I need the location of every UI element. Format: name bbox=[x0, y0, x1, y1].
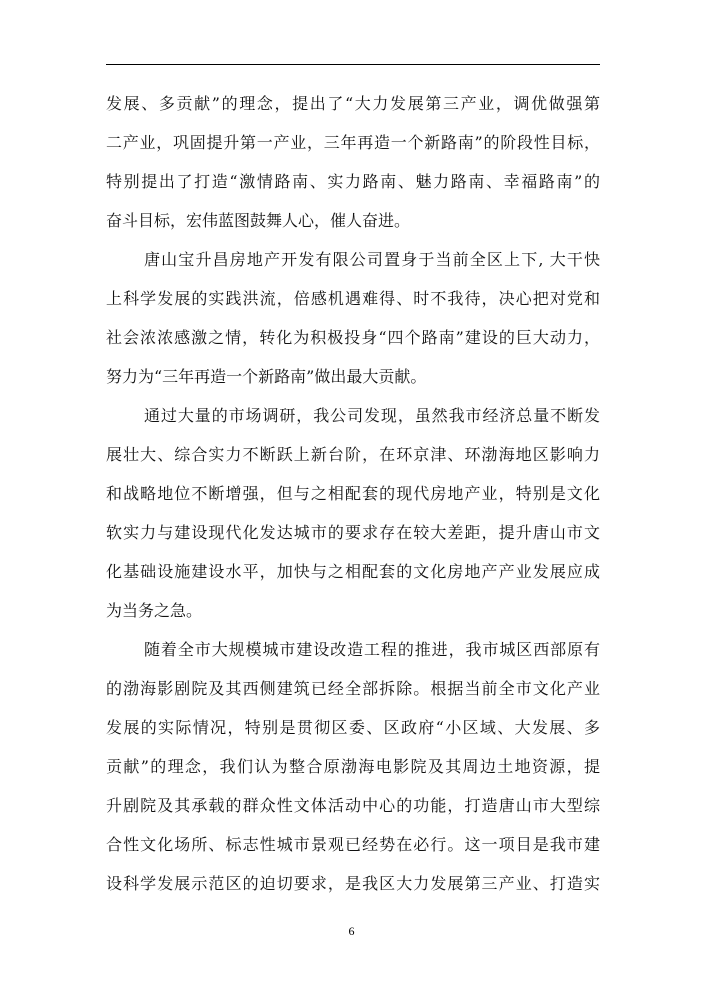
text-line: 特别提出了打造“激情路南、实力路南、魅力路南、幸福路南”的 bbox=[106, 172, 600, 191]
text-line: 通过大量的市场调研，我公司发现，虽然我市经济总量不断发 bbox=[144, 406, 600, 425]
text-line: 二产业，巩固提升第一产业，三年再造一个新路南”的阶段性目标， bbox=[106, 133, 600, 152]
text-line: 化基础设施建设水平，加快与之相配套的文化房地产产业发展应成 bbox=[106, 562, 600, 581]
text-line: 为当务之急。 bbox=[106, 601, 203, 620]
text-line: 合性文化场所、标志性城市景观已经势在必行。这一项目是我市建 bbox=[106, 835, 600, 854]
header-rule bbox=[106, 64, 600, 65]
paragraph bbox=[106, 84, 600, 240]
text-line: 贡献”的理念，我们认为整合原渤海电影院及其周边土地资源，提 bbox=[106, 757, 600, 776]
text-line: 和战略地位不断增强，但与之相配套的现代房地产业，特别是文化 bbox=[106, 484, 600, 503]
text-line: 设科学发展示范区的迫切要求，是我区大力发展第三产业、打造实 bbox=[106, 874, 600, 893]
page-number: 6 bbox=[348, 924, 355, 938]
text-line: 唐山宝升昌房地产开发有限公司置身于当前全区上下, 大干快 bbox=[144, 250, 600, 269]
paragraph bbox=[106, 630, 600, 903]
paragraph bbox=[106, 240, 600, 396]
text-line: 的渤海影剧院及其西侧建筑已经全部拆除。根据当前全市文化产业 bbox=[106, 679, 600, 698]
text-line: 发展、多贡献”的理念，提出了“大力发展第三产业，调优做强第 bbox=[106, 94, 600, 113]
text-line: 努力为“三年再造一个新路南”做出最大贡献。 bbox=[106, 367, 427, 386]
text-line: 上科学发展的实践洪流，倍感机遇难得、时不我待，决心把对党和 bbox=[106, 289, 600, 308]
text-line: 社会浓浓感激之情，转化为积极投身“四个路南”建设的巨大动力， bbox=[106, 328, 600, 347]
text-line: 奋斗目标，宏伟蓝图鼓舞人心，催人奋进。 bbox=[106, 211, 411, 230]
paragraph bbox=[106, 396, 600, 630]
text-line: 发展的实际情况，特别是贯彻区委、区政府“小区域、大发展、多 bbox=[106, 718, 600, 737]
text-line: 随着全市大规模城市建设改造工程的推进，我市城区西部原有 bbox=[144, 640, 600, 659]
document-body bbox=[106, 84, 600, 903]
text-line: 软实力与建设现代化发达城市的要求存在较大差距，提升唐山市文 bbox=[106, 523, 600, 542]
text-line: 升剧院及其承载的群众性文体活动中心的功能，打造唐山市大型综 bbox=[106, 796, 600, 815]
text-line: 展壮大、综合实力不断跃上新台阶，在环京津、环渤海地区影响力 bbox=[106, 445, 600, 464]
